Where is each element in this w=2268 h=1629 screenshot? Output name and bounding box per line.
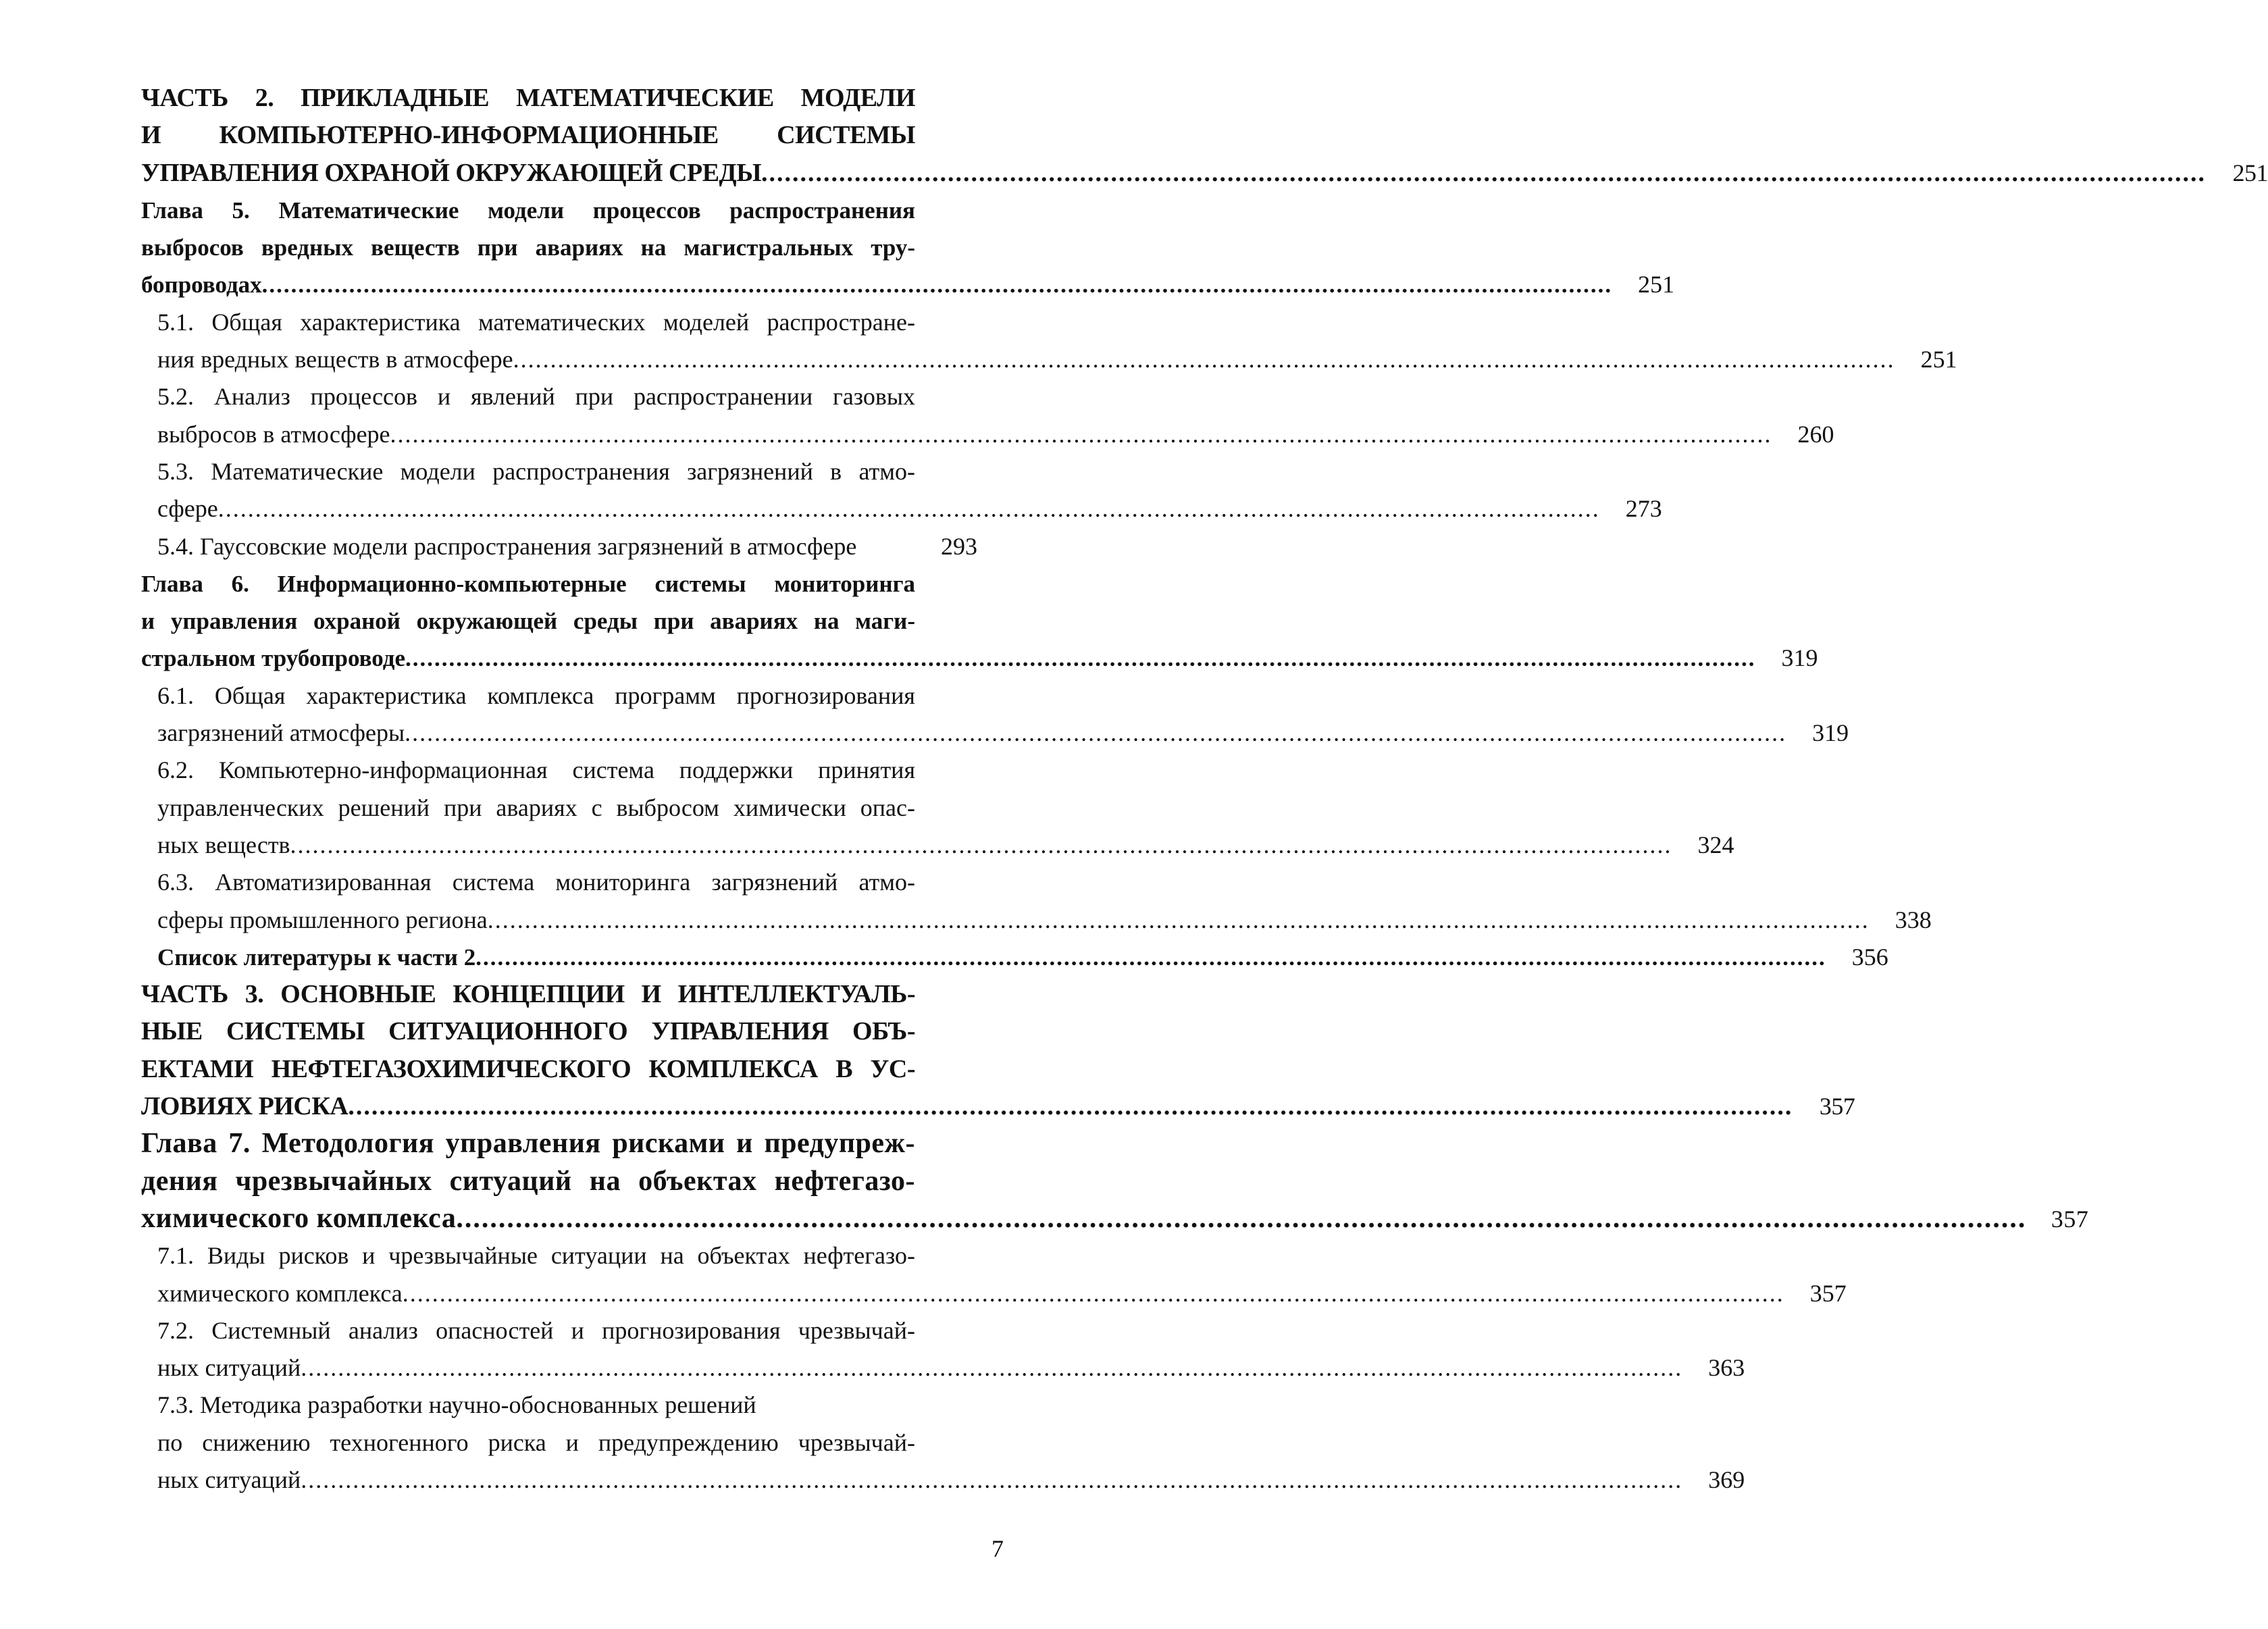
toc-line-text: бопроводах: [141, 272, 262, 299]
toc-line: [157, 827, 1734, 864]
toc-line: [141, 80, 977, 117]
toc-page-number: 356: [1851, 943, 1888, 971]
toc-entry-section: [141, 752, 1734, 864]
toc-line: [157, 1387, 977, 1424]
toc-line: [141, 266, 1675, 303]
toc-line: [157, 453, 977, 490]
dot-leader: [262, 266, 1613, 303]
toc-page-number: 338: [1895, 906, 1932, 933]
dot-leader: [475, 939, 1826, 976]
toc-line-text: 5.4. Гауссовские модели распространения загрязнений в атмосфере: [157, 532, 857, 560]
toc-page-number: 357: [1809, 1279, 1847, 1307]
toc-entry-part: [141, 80, 2268, 192]
toc-line-text: по снижению техногенного риска и предупреждению чрезвычай-: [157, 1428, 915, 1456]
dot-leader: [403, 1275, 1784, 1312]
toc-entry-part: [141, 976, 1855, 1125]
toc-line-text: химического комплекса: [141, 1202, 457, 1234]
toc-line: [141, 602, 977, 640]
table-of-contents: [141, 80, 2268, 1499]
toc-line: [141, 117, 977, 154]
toc-line-text: дения чрезвычайных ситуаций на объектах нефтегазо-: [141, 1165, 915, 1197]
toc-line: [141, 1051, 977, 1088]
toc-line: [157, 416, 1834, 453]
toc-entry-chapter7: [141, 1125, 2089, 1237]
toc-line: [157, 1424, 977, 1462]
toc-page-number: 273: [1625, 495, 1662, 523]
toc-line-text: выбросов вредных веществ при авариях на магистральных тру-: [141, 234, 915, 261]
toc-line-text: 7.2. Системный анализ опасностей и прогнозирования чрезвычай-: [157, 1316, 915, 1344]
toc-line-text: ЛОВИЯХ РИСКА: [141, 1092, 349, 1121]
toc-entry-section: [141, 1237, 1847, 1312]
toc-entry-section: [141, 677, 1849, 752]
toc-line: [157, 752, 977, 789]
toc-line: [141, 1163, 977, 1200]
dot-leader: [513, 341, 1895, 378]
toc-line: [157, 902, 1932, 939]
toc-entry-section: [141, 378, 1834, 453]
toc-page-number: 357: [1819, 1093, 1855, 1120]
toc-line: [157, 490, 1662, 527]
toc-line: [157, 1462, 1745, 1499]
toc-line-text: ЧАСТЬ 2. ПРИКЛАДНЫЕ МАТЕМАТИЧЕСКИЕ МОДЕЛИ: [141, 84, 915, 112]
toc-line-text: ных ситуаций: [157, 1466, 301, 1493]
toc-line: [157, 677, 977, 715]
dot-leader: [405, 715, 1786, 752]
toc-line: [141, 1013, 977, 1050]
toc-line-text: 7.1. Виды рисков и чрезвычайные ситуации на объектах нефтегазо-: [157, 1242, 915, 1270]
dot-leader: [301, 1462, 1682, 1499]
toc-line-text: Глава 6. Информационно-компьютерные системы мониторинга: [141, 570, 915, 597]
dot-leader: [488, 902, 1870, 939]
toc-line: [157, 1349, 1745, 1387]
toc-line-text: сфере: [157, 495, 218, 523]
toc-entry-section: [141, 528, 977, 565]
toc-line: [141, 1200, 2089, 1237]
toc-line-text: 5.2. Анализ процессов и явлений при распространении газовых: [157, 383, 915, 411]
dot-leader: [405, 640, 1756, 677]
toc-page-number: 319: [1781, 644, 1818, 672]
toc-line: [141, 640, 1818, 677]
toc-line-text: НЫЕ СИСТЕМЫ СИТУАЦИОННОГО УПРАВЛЕНИЯ ОБЪ-: [141, 1017, 915, 1046]
toc-page-number: 293: [941, 532, 977, 560]
toc-line-text: сферы промышленного региона: [157, 906, 488, 933]
toc-line-text: и управления охраной окружающей среды при авариях на маги-: [141, 608, 915, 635]
dot-leader: [348, 1088, 1793, 1125]
toc-line: [157, 378, 977, 415]
toc-line-text: ЕКТАМИ НЕФТЕГАЗОХИМИЧЕСКОГО КОМПЛЕКСА В УС-: [141, 1054, 915, 1083]
toc-entry-chapter: [141, 192, 1675, 304]
toc-line: [157, 1237, 977, 1274]
toc-page-number: 324: [1697, 831, 1734, 858]
toc-line: [157, 1275, 1847, 1312]
toc-line-text: Глава 5. Математические модели процессов распространения: [141, 197, 915, 224]
toc-entry-section: [141, 1387, 1745, 1499]
toc-entry-section: [141, 453, 1662, 528]
toc-line-text: стральном трубопроводе: [141, 645, 406, 672]
toc-line-text: ЧАСТЬ 3. ОСНОВНЫЕ КОНЦЕПЦИИ И ИНТЕЛЛЕКТУАЛЬ-: [141, 980, 915, 1009]
toc-line: [141, 155, 2268, 192]
toc-line-text: 6.1. Общая характеристика комплекса программ прогнозирования: [157, 681, 915, 709]
toc-line: [157, 715, 1849, 752]
toc-page-number: 363: [1708, 1354, 1745, 1382]
toc-line: [157, 304, 977, 341]
toc-page-number: 357: [2051, 1205, 2089, 1233]
toc-page-number: 251: [2232, 159, 2268, 186]
toc-line: [157, 528, 977, 565]
toc-page-number: 369: [1708, 1466, 1745, 1493]
toc-line: [141, 976, 977, 1013]
toc-line: [141, 1125, 977, 1162]
toc-line: [141, 192, 977, 229]
toc-entry-section: [141, 1312, 1745, 1387]
dot-leader: [761, 155, 2206, 192]
toc-line: [157, 341, 1957, 378]
toc-line-text: 6.3. Автоматизированная система мониторинга загрязнений атмо-: [157, 869, 915, 896]
toc-line: [141, 1088, 1855, 1125]
toc-line-text: Глава 7. Методология управления рисками и предупреж-: [141, 1128, 915, 1160]
dot-leader: [301, 1349, 1682, 1387]
toc-page-number: 251: [1638, 271, 1675, 299]
toc-line-text: 5.3. Математические модели распространения загрязнений в атмо-: [157, 457, 915, 485]
toc-line-text: ных ситуаций: [157, 1354, 301, 1382]
toc-entry-chapter: [141, 565, 1818, 677]
toc-line-text: загрязнений атмосферы: [157, 719, 405, 747]
toc-line-text: И КОМПЬЮТЕРНО-ИНФОРМАЦИОННЫЕ СИСТЕМЫ: [141, 121, 915, 150]
toc-line-text: 5.1. Общая характеристика математических моделей распростране-: [157, 308, 915, 336]
toc-line: [157, 939, 1888, 976]
toc-line: [141, 229, 977, 266]
toc-line: [157, 1312, 977, 1349]
toc-entry-section: [141, 864, 1932, 939]
page-number: 7: [991, 1535, 1004, 1562]
toc-line: [157, 864, 977, 901]
toc-line-text: 7.3. Методика разработки научно-обоснованных решений: [157, 1391, 756, 1419]
dot-leader: [390, 416, 1772, 453]
toc-line-text: ных веществ: [157, 831, 290, 858]
dot-leader: [218, 490, 1600, 527]
toc-line-text: Список литературы к части 2: [157, 943, 476, 971]
dot-leader: [456, 1200, 2026, 1237]
toc-page-number: 319: [1812, 719, 1849, 747]
dot-leader: [290, 827, 1672, 864]
toc-line-text: выбросов в атмосфере: [157, 420, 390, 448]
toc-page-number: 260: [1797, 420, 1834, 448]
toc-line-text: 6.2. Компьютерно-информационная система поддержки принятия: [157, 756, 915, 784]
toc-line-text: ния вредных веществ в атмосфере: [157, 346, 513, 373]
toc-line-text: управленческих решений при авариях с выбросом химически опас-: [157, 794, 915, 821]
toc-line-text: химического комплекса: [157, 1279, 403, 1307]
toc-line-text: УПРАВЛЕНИЯ ОХРАНОЙ ОКРУЖАЮЩЕЙ СРЕДЫ: [141, 158, 762, 187]
toc-entry-section: [141, 304, 1957, 379]
toc-line: [141, 565, 977, 602]
toc-page-number: 251: [1920, 346, 1957, 373]
toc-entry-biblio: [141, 939, 1888, 976]
toc-line: [157, 790, 977, 827]
